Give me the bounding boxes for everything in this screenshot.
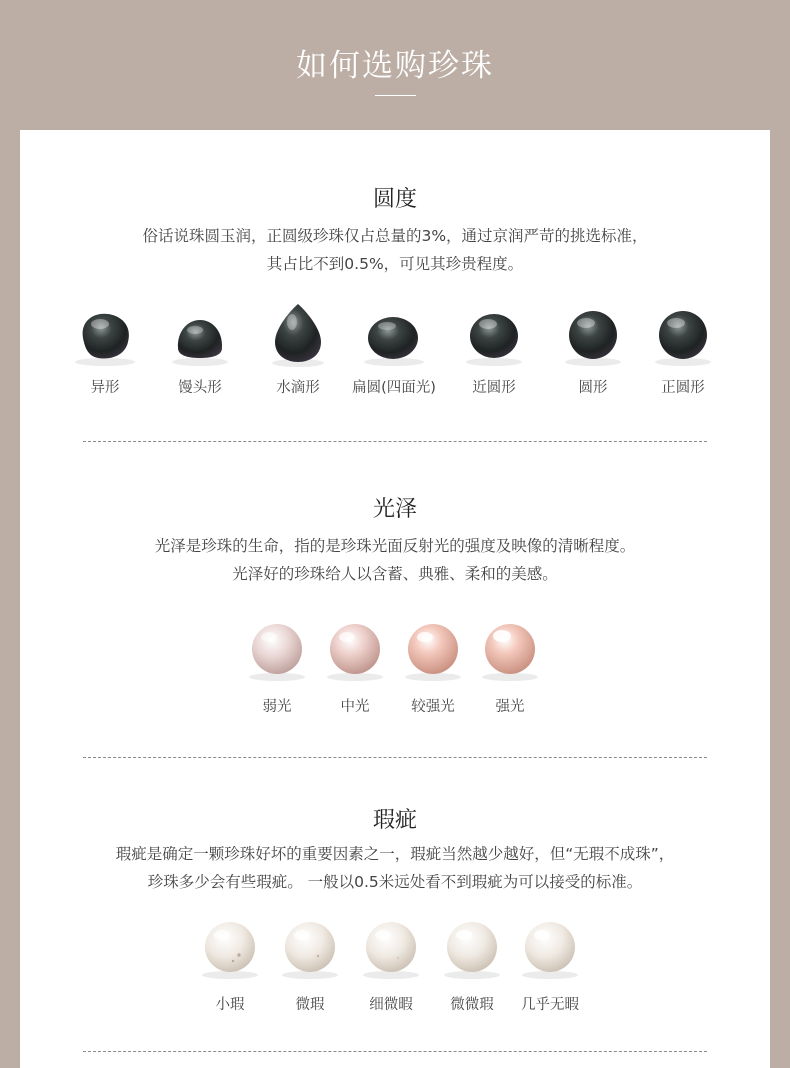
section-divider <box>83 1051 707 1052</box>
black-pearl-oblate-image <box>339 300 449 370</box>
black-pearl-button-image <box>145 300 255 370</box>
item-label: 馒头形 <box>178 380 222 396</box>
item-label: 水滴形 <box>276 380 320 396</box>
item-label: 微瑕 <box>295 997 325 1013</box>
pearl-item-perfect-round <box>628 300 738 396</box>
section-divider <box>83 441 707 442</box>
item-label: 近圆形 <box>472 380 516 396</box>
item-label: 中光 <box>340 699 370 715</box>
white-pearl-nearly-flawless-image <box>495 915 605 985</box>
desc-line: 光泽好的珍珠给人以含蓄、典雅、柔和的美感。 <box>232 565 558 583</box>
black-pearl-irregular-image <box>50 300 160 370</box>
item-label: 较强光 <box>411 699 455 715</box>
item-label: 异形 <box>90 380 120 396</box>
section-title-luster: 光泽 <box>372 497 417 522</box>
content-card <box>20 130 770 1068</box>
item-label: 几乎无暇 <box>521 997 579 1013</box>
black-pearl-near-round-image <box>439 300 549 370</box>
pearl-item-oblate <box>339 300 449 396</box>
section-title-blemish: 瑕疵 <box>372 808 417 833</box>
page-title: 如何选购珍珠 <box>296 48 494 84</box>
desc-line: 俗话说珠圆玉润，正圆级珍珠仅占总量的3%，通过京润严苛的挑选标准， <box>142 227 648 245</box>
section-title-roundness: 圆度 <box>372 187 417 212</box>
item-label: 强光 <box>495 699 525 715</box>
section-divider <box>83 757 707 758</box>
black-pearl-drop-image <box>243 300 353 370</box>
item-label: 微微瑕 <box>450 997 494 1013</box>
item-label: 弱光 <box>262 699 292 715</box>
pearl-item-button <box>145 300 255 396</box>
pearl-item-nearly-flawless <box>495 915 605 1013</box>
desc-line: 珍珠多少会有些瑕疵。 一般以0.5米远处看不到瑕疵为可以接受的标准。 <box>147 873 643 891</box>
pearl-item-near-round <box>439 300 549 396</box>
item-label: 细微暇 <box>369 997 413 1013</box>
item-label: 正圆形 <box>661 380 705 396</box>
title-underline <box>375 95 416 96</box>
section-desc-roundness <box>40 222 750 278</box>
item-label: 圆形 <box>578 380 608 396</box>
desc-line: 光泽是珍珠的生命，指的是珍珠光面反射光的强度及映像的清晰程度。 <box>154 537 636 555</box>
desc-line: 其占比不到0.5%，可见其珍贵程度。 <box>266 255 524 273</box>
pearl-item-strong-luster <box>455 615 565 715</box>
item-label: 小瑕 <box>215 997 245 1013</box>
pearl-item-drop <box>243 300 353 396</box>
pink-pearl-strong-luster-image <box>455 615 565 685</box>
desc-line: 瑕疵是确定一颗珍珠好坏的重要因素之一，瑕疵当然越少越好，但“无瑕不成珠”， <box>115 845 675 863</box>
black-pearl-perfect-round-image <box>628 300 738 370</box>
pearl-item-irregular <box>50 300 160 396</box>
item-label: 扁圆(四面光) <box>352 380 436 396</box>
section-desc-blemish <box>40 840 750 896</box>
section-desc-luster <box>40 532 750 588</box>
